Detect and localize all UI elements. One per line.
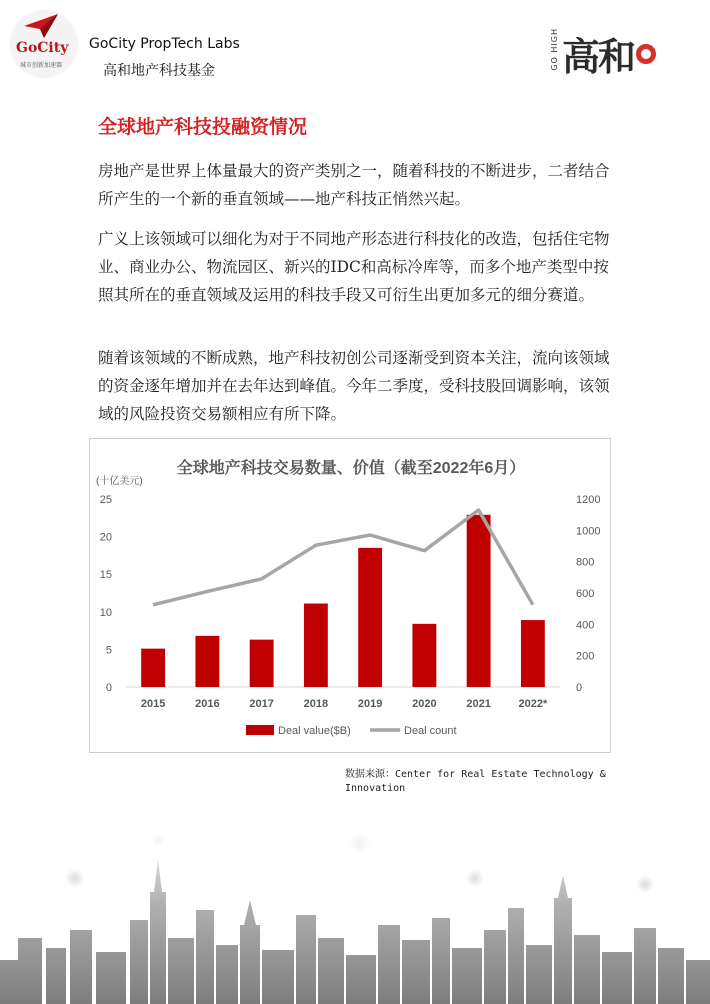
x-tick-label: 2016 — [195, 698, 220, 710]
left-tick-label: 20 — [99, 531, 112, 544]
left-tick-label: 25 — [99, 494, 112, 506]
gohigh-logo — [550, 26, 660, 78]
gocity-logo-text: GoCity — [16, 40, 69, 56]
chart-title: 全球地产科技交易数量、价值（截至2022年6月） — [176, 460, 526, 477]
right-tick-label: 1000 — [576, 525, 601, 538]
left-tick-label: 5 — [105, 644, 112, 657]
gocity-logo — [10, 10, 78, 78]
deal-chart — [89, 438, 611, 753]
paragraph-3: 随着该领域的不断成熟，地产科技初创公司逐渐受到资本关注，流向该领域的资金逐年增加并在去年达到峰值。今年二季度，受科技股回调影响，该领域的风险投资交易额相应有所下降。 — [98, 349, 610, 423]
deal-value-bar — [412, 624, 436, 687]
deal-value-bar — [250, 640, 274, 687]
gocity-logo-subtitle: 城市创新加速器 — [20, 62, 63, 69]
org-name-cn: 高和地产科技基金 — [103, 63, 215, 79]
right-tick-label: 1200 — [576, 494, 601, 506]
deal-value-bar — [195, 636, 219, 687]
paragraph-1: 房地产是世界上体量最大的资产类别之一，随着科技的不断进步，二者结合所产生的一个新的垂直领域——地产科技正悄然兴起。 — [98, 162, 610, 208]
x-tick-label: 2021 — [466, 698, 491, 710]
left-tick-label: 10 — [99, 606, 112, 619]
gohigh-logo-text: 高和 — [562, 34, 635, 79]
deal-value-bar — [304, 604, 328, 687]
left-tick-label: 0 — [105, 682, 112, 694]
ring-icon — [636, 44, 656, 64]
deal-value-bar — [358, 548, 382, 687]
x-tick-label: 2019 — [357, 698, 383, 710]
x-tick-label: 2015 — [140, 698, 166, 710]
gohigh-logo-vertical-text: GO HIGH — [550, 28, 559, 71]
data-source: 数据来源：Center for Real Estate Technology & Innovation — [345, 769, 606, 794]
deal-chart-svg — [90, 439, 612, 754]
right-tick-label: 800 — [576, 556, 595, 569]
paragraph-2: 广义上该领域可以细化为对于不同地产形态进行科技化的改造，包括住宅物业、商业办公、物流园区、新兴的IDC和高标冷库等，而多个地产类型中按照其所在的垂直领域及运用的科技手段又可衍生出更加多元的细分赛道。 — [98, 230, 610, 304]
legend-line-label: Deal count — [404, 725, 457, 737]
left-tick-label: 15 — [99, 569, 112, 582]
paper-plane-icon — [24, 14, 58, 38]
right-tick-label: 600 — [576, 588, 595, 600]
x-tick-label: 2018 — [303, 698, 329, 710]
x-tick-label: 2017 — [249, 698, 274, 710]
city-skyline-illustration — [0, 820, 710, 1004]
right-tick-label: 0 — [576, 682, 583, 694]
page-title: 全球地产科技投融资情况 — [98, 116, 308, 138]
x-tick-label: 2020 — [412, 698, 437, 710]
legend-bar-swatch — [246, 725, 274, 735]
left-axis-label: (十亿美元) — [96, 476, 143, 487]
right-tick-label: 200 — [576, 650, 595, 663]
right-tick-label: 400 — [576, 619, 595, 632]
deal-value-bar — [467, 515, 491, 687]
deal-value-bar — [521, 620, 545, 687]
legend-bar-label: Deal value($B) — [278, 725, 351, 737]
org-name-en: GoCity PropTech Labs — [89, 36, 240, 52]
deal-value-bar — [141, 649, 165, 687]
x-tick-label: 2022* — [518, 698, 548, 710]
